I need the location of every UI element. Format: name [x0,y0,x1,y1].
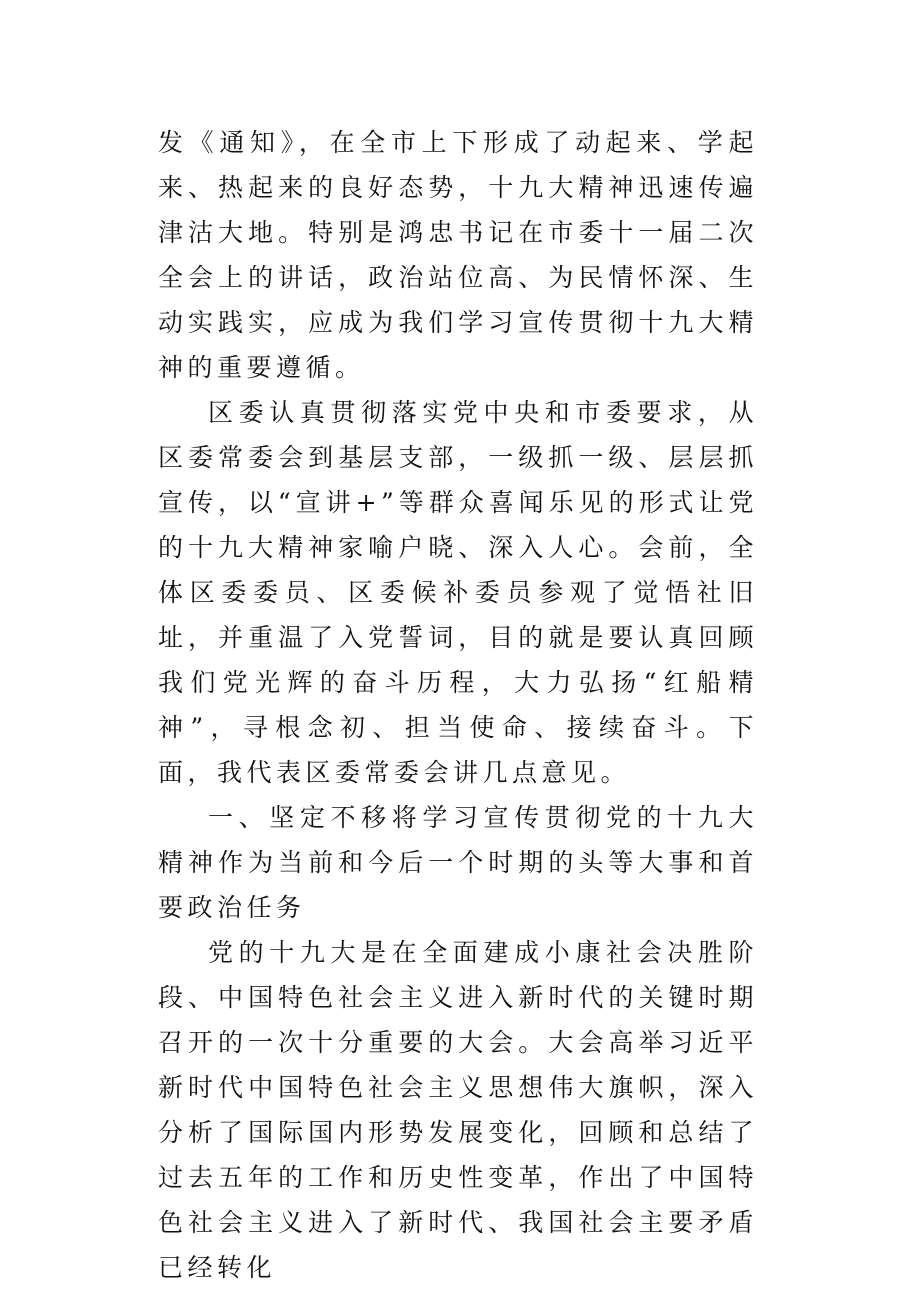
paragraph-district-committee: 区委认真贯彻落实党中央和市委要求，从区委常委会到基层支部，一级抓一级、层层抓宣传，以“宣讲+”等群众喜闻乐见的形式让党的十九大精神家喻户晓、深入人心。会前，全体区委委员、区委候补委员参观了觉悟社旧址，并重温了入党誓词，目的就是要认真回顾我们党光辉的奋斗历程，大力弘扬“红船精神”，寻根念初、担当使命、接续奋斗。下面，我代表区委常委会讲几点意见。 [158,398,758,787]
paragraph-nineteenth-congress: 党的十九大是在全面建成小康社会决胜阶段、中国特色社会主义进入新时代的关键时期召开的一次十分重要的大会。大会高举习近平新时代中国特色社会主义思想伟大旗帜，深入分析了国际国内形势发展变化，回顾和总结了过去五年的工作和历史性变革，作出了中国特色社会主义进入了新时代、我国社会主要矛盾已经转化 [158,938,758,1282]
paragraph-continuation: 发《通知》，在全市上下形成了动起来、学起来、热起来的良好态势，十九大精神迅速传遍津沽大地。特别是鸿忠书记在市委十一届二次全会上的讲话，政治站位高、为民情怀深、生动实践实，应成为我们学习宣传贯彻十九大精神的重要遵循。 [158,128,758,382]
section-heading-one: 一、坚定不移将学习宣传贯彻党的十九大精神作为当前和今后一个时期的头等大事和首要政治任务 [158,803,758,922]
document-body [158,120,758,1290]
